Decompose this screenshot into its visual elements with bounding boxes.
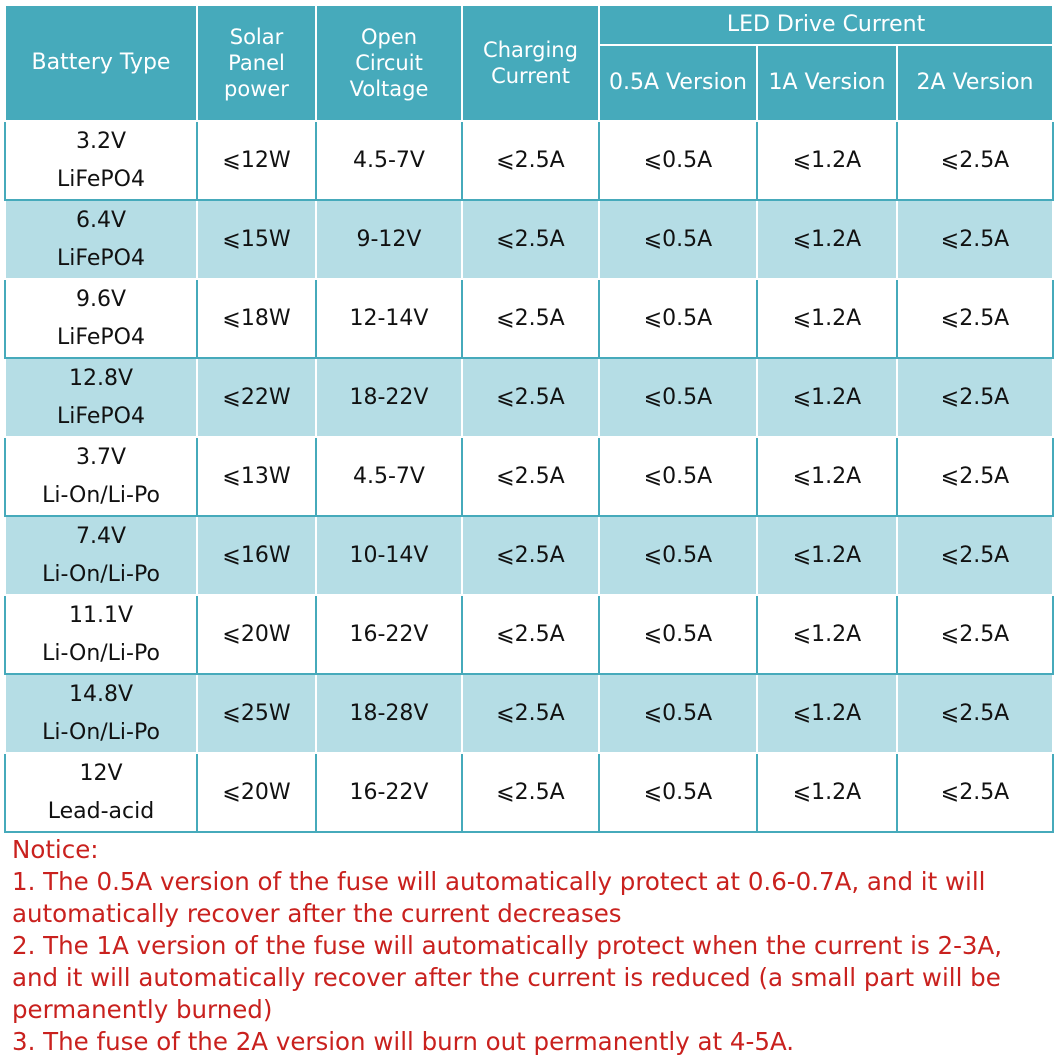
cell-led-0-5a: ⩽0.5A	[599, 674, 757, 753]
cell-led-1a: ⩽1.2A	[757, 674, 897, 753]
cell-led-2a: ⩽2.5A	[897, 595, 1053, 674]
cell-charging-current: ⩽2.5A	[462, 121, 599, 200]
table-row	[5, 279, 1053, 358]
cell-open-circuit-voltage: 10-14V	[316, 516, 462, 595]
table-row	[5, 595, 1053, 674]
battery-type-line: Li-On/Li-Po	[42, 719, 160, 745]
battery-type-line: 12.8V	[68, 365, 134, 391]
cell-solar-power: ⩽25W	[197, 674, 316, 753]
battery-type-line: 12V	[79, 760, 123, 786]
header-version-0-5a: 0.5A Version	[599, 45, 757, 121]
cell-charging-current: ⩽2.5A	[462, 516, 599, 595]
cell-led-2a: ⩽2.5A	[897, 200, 1053, 279]
cell-battery-type	[5, 279, 197, 358]
cell-open-circuit-voltage: 4.5-7V	[316, 437, 462, 516]
cell-led-2a: ⩽2.5A	[897, 279, 1053, 358]
table-row	[5, 753, 1053, 832]
cell-charging-current: ⩽2.5A	[462, 279, 599, 358]
cell-battery-type	[5, 437, 197, 516]
notice-title: Notice:	[12, 835, 99, 864]
cell-led-0-5a: ⩽0.5A	[599, 200, 757, 279]
cell-battery-type	[5, 358, 197, 437]
header-version-1a: 1A Version	[757, 45, 897, 121]
header-line: Current	[491, 64, 570, 88]
table-row	[5, 121, 1053, 200]
cell-open-circuit-voltage: 9-12V	[316, 200, 462, 279]
cell-led-2a: ⩽2.5A	[897, 437, 1053, 516]
cell-led-1a: ⩽1.2A	[757, 358, 897, 437]
cell-led-1a: ⩽1.2A	[757, 437, 897, 516]
battery-type-line: 11.1V	[68, 602, 134, 628]
cell-led-0-5a: ⩽0.5A	[599, 358, 757, 437]
cell-open-circuit-voltage: 18-28V	[316, 674, 462, 753]
battery-type-line: Lead-acid	[47, 798, 155, 824]
header-line: Charging	[483, 38, 578, 62]
battery-type-line: 14.8V	[68, 681, 134, 707]
cell-solar-power: ⩽22W	[197, 358, 316, 437]
battery-type-line: LiFePO4	[57, 245, 145, 271]
cell-led-2a: ⩽2.5A	[897, 674, 1053, 753]
notice-item: 2. The 1A version of the fuse will automatically protect when the current is 2-3A, and it will automatically recover after the current is reduced (a small part will be permanently burned)	[12, 931, 1003, 1024]
cell-led-1a: ⩽1.2A	[757, 595, 897, 674]
cell-led-1a: ⩽1.2A	[757, 753, 897, 832]
header-row-top	[5, 5, 1053, 45]
battery-type-line: LiFePO4	[57, 166, 145, 192]
battery-type-line: 7.4V	[75, 523, 127, 549]
cell-led-1a: ⩽1.2A	[757, 200, 897, 279]
battery-type-line: Li-On/Li-Po	[42, 561, 160, 587]
cell-solar-power: ⩽13W	[197, 437, 316, 516]
cell-led-2a: ⩽2.5A	[897, 753, 1053, 832]
cell-charging-current: ⩽2.5A	[462, 753, 599, 832]
battery-type-line: LiFePO4	[57, 403, 145, 429]
header-line: Panel	[228, 51, 285, 75]
spec-table	[4, 4, 1054, 833]
cell-solar-power: ⩽16W	[197, 516, 316, 595]
cell-charging-current: ⩽2.5A	[462, 674, 599, 753]
cell-battery-type	[5, 516, 197, 595]
cell-led-0-5a: ⩽0.5A	[599, 437, 757, 516]
header-line: Circuit	[355, 51, 423, 75]
cell-battery-type	[5, 595, 197, 674]
header-version-2a: 2A Version	[897, 45, 1053, 121]
header-line: Voltage	[349, 77, 429, 101]
header-solar-panel-power	[197, 5, 316, 121]
cell-solar-power: ⩽15W	[197, 200, 316, 279]
battery-type-line: 9.6V	[75, 286, 127, 312]
battery-type-line: Li-On/Li-Po	[42, 640, 160, 666]
cell-led-2a: ⩽2.5A	[897, 121, 1053, 200]
notice-block	[12, 834, 1052, 1058]
cell-led-0-5a: ⩽0.5A	[599, 595, 757, 674]
cell-solar-power: ⩽20W	[197, 753, 316, 832]
cell-open-circuit-voltage: 18-22V	[316, 358, 462, 437]
cell-solar-power: ⩽18W	[197, 279, 316, 358]
header-line: power	[224, 77, 289, 101]
battery-type-line: LiFePO4	[57, 324, 145, 350]
cell-led-1a: ⩽1.2A	[757, 516, 897, 595]
cell-battery-type	[5, 121, 197, 200]
cell-led-0-5a: ⩽0.5A	[599, 753, 757, 832]
header-charging-current	[462, 5, 599, 121]
cell-open-circuit-voltage: 16-22V	[316, 753, 462, 832]
table-row	[5, 674, 1053, 753]
header-led-drive-current: LED Drive Current	[599, 5, 1053, 45]
table-row	[5, 437, 1053, 516]
cell-charging-current: ⩽2.5A	[462, 200, 599, 279]
cell-charging-current: ⩽2.5A	[462, 358, 599, 437]
notice-item: 3. The fuse of the 2A version will burn out permanently at 4-5A.	[12, 1027, 795, 1056]
cell-led-0-5a: ⩽0.5A	[599, 516, 757, 595]
header-open-circuit-voltage	[316, 5, 462, 121]
cell-led-0-5a: ⩽0.5A	[599, 121, 757, 200]
cell-open-circuit-voltage: 4.5-7V	[316, 121, 462, 200]
battery-type-line: 3.7V	[75, 444, 127, 470]
cell-led-2a: ⩽2.5A	[897, 516, 1053, 595]
cell-battery-type	[5, 200, 197, 279]
table-row	[5, 200, 1053, 279]
cell-open-circuit-voltage: 16-22V	[316, 595, 462, 674]
cell-battery-type	[5, 674, 197, 753]
cell-led-2a: ⩽2.5A	[897, 358, 1053, 437]
cell-battery-type	[5, 753, 197, 832]
header-battery-type: Battery Type	[5, 5, 197, 121]
battery-type-line: Li-On/Li-Po	[42, 482, 160, 508]
header-line: Solar	[229, 25, 284, 49]
cell-charging-current: ⩽2.5A	[462, 595, 599, 674]
battery-type-line: 3.2V	[75, 128, 127, 154]
cell-led-1a: ⩽1.2A	[757, 121, 897, 200]
cell-solar-power: ⩽20W	[197, 595, 316, 674]
table-row	[5, 358, 1053, 437]
cell-led-0-5a: ⩽0.5A	[599, 279, 757, 358]
table-row	[5, 516, 1053, 595]
cell-solar-power: ⩽12W	[197, 121, 316, 200]
cell-led-1a: ⩽1.2A	[757, 279, 897, 358]
cell-charging-current: ⩽2.5A	[462, 437, 599, 516]
header-line: Open	[360, 25, 418, 49]
notice-item: 1. The 0.5A version of the fuse will automatically protect at 0.6-0.7A, and it will automatically recover after the current decreases	[12, 867, 986, 928]
battery-type-line: 6.4V	[75, 207, 127, 233]
cell-open-circuit-voltage: 12-14V	[316, 279, 462, 358]
table-body	[5, 121, 1053, 832]
